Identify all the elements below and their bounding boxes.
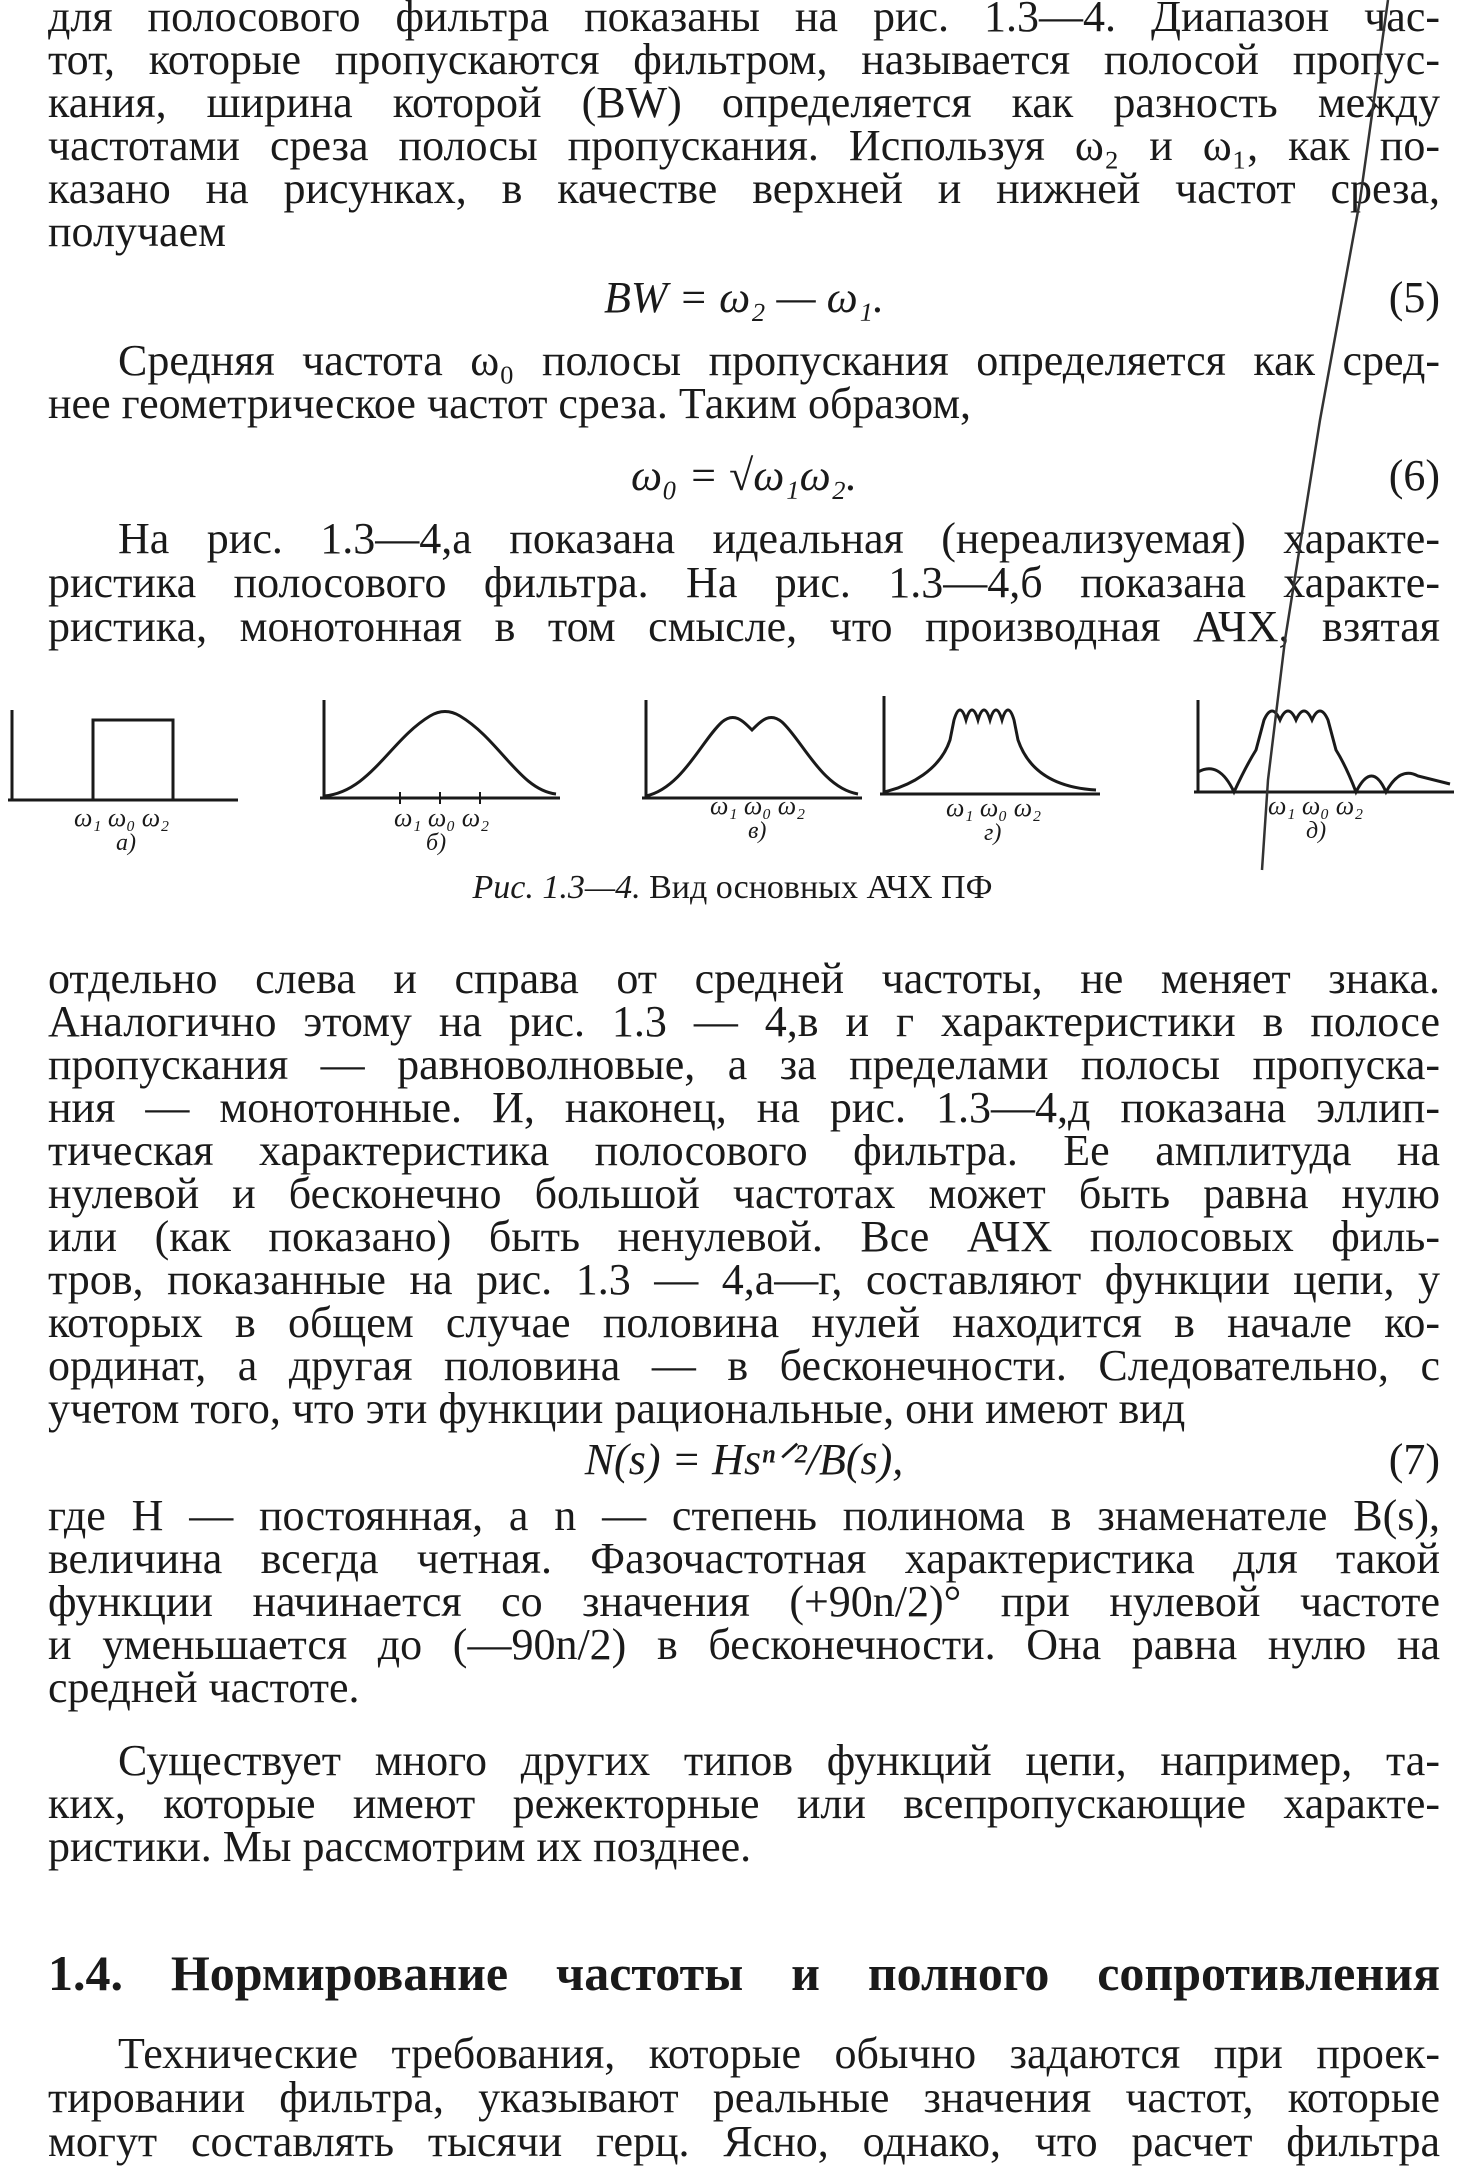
- text-line: где H — постоянная, а n — степень полинома в знаменателе B(s),: [48, 1491, 1440, 1540]
- text-line: ординат, а другая половина — в бесконечности. Следовательно, с: [48, 1341, 1440, 1390]
- text-line: частотами среза полосы пропускания. Используя ω₂ и ω₁, как по-: [48, 121, 1440, 170]
- text-line: тров, показанные на рис. 1.3 — 4,а—г, составляют функции цепи, у: [48, 1255, 1440, 1304]
- figure-caption: [0, 868, 1465, 908]
- text-line: или (как показано) быть ненулевой. Все АЧХ полосовых филь-: [48, 1212, 1440, 1261]
- text-line: тировании фильтра, указывают реальные значения частот, которые: [48, 2073, 1440, 2122]
- equation-6-expression: ω₀ = √ω₁ω₂.: [631, 451, 857, 500]
- equation-7: [48, 1437, 1440, 1483]
- panel-label: в): [748, 818, 767, 844]
- text-line: Средняя частота ω₀ полосы пропускания определяется как сред-: [118, 336, 1440, 385]
- text-line: отдельно слева и справа от средней частоты, не меняет знака.: [48, 954, 1440, 1003]
- equation-5: [48, 275, 1440, 321]
- equiripple-response-curve-1: [642, 680, 862, 800]
- equation-7-expression: N(s) = Hsⁿᐟ²/B(s),: [584, 1435, 904, 1484]
- text-line: ристики. Мы рассмотрим их позднее.: [48, 1822, 752, 1871]
- text-line: кания, ширина которой (BW) определяется как разность между: [48, 78, 1440, 127]
- text-line: которых в общем случае половина нулей находится в начале ко-: [48, 1298, 1440, 1347]
- equation-6: [48, 453, 1440, 499]
- figure-caption-text: Вид основных АЧХ ПФ: [649, 869, 993, 906]
- equation-6-number: (6): [1388, 451, 1440, 500]
- text-line: ния — монотонные. И, наконец, на рис. 1.3—4,д показана эллип-: [48, 1083, 1440, 1132]
- text-line: тическая характеристика полосового фильтра. Ее амплитуда на: [48, 1126, 1440, 1175]
- panel-label: а): [116, 830, 136, 856]
- tick-labels: ω₁ ω₀ ω₂: [710, 791, 806, 820]
- figure-panel-b: [320, 680, 560, 870]
- text-line: и уменьшается до (—90n/2) в бесконечности. Она равна нулю на: [48, 1620, 1440, 1669]
- text-line: учетом того, что эти функции рациональные, они имеют вид: [48, 1384, 1186, 1433]
- text-line: тот, которые пропускаются фильтром, называется полосой пропус-: [48, 35, 1440, 84]
- tick-labels: ω₁ ω₀ ω₂: [394, 803, 490, 832]
- ideal-response-curve: [8, 680, 238, 800]
- figure-panel-d: [880, 680, 1100, 870]
- text-line: могут составлять тысячи герц. Ясно, однако, что расчет фильтра: [48, 2117, 1440, 2166]
- tick-labels: ω₁ ω₀ ω₂: [74, 803, 170, 832]
- text-line: ристика, монотонная в том смысле, что производная АЧХ, взятая: [48, 602, 1440, 651]
- text-line: для полосового фильтра показаны на рис. 1.3—4. Диапазон час-: [48, 0, 1440, 41]
- figure-panel-c: [642, 680, 862, 870]
- text-line: Существует много других типов функций цепи, например, та-: [118, 1736, 1440, 1785]
- figure-1-3-4: [0, 680, 1465, 870]
- equation-7-number: (7): [1388, 1435, 1440, 1484]
- figure-panel-a: [8, 680, 238, 870]
- figure-caption-label: Рис. 1.3—4.: [472, 869, 641, 906]
- text-line: казано на рисунках, в качестве верхней и нижней частот среза,: [48, 164, 1440, 213]
- tick-labels: ω₁ ω₀ ω₂: [946, 793, 1042, 822]
- figure-panel-e: [1194, 680, 1454, 870]
- text-line: ких, которые имеют режекторные или всепропускающие характе-: [48, 1779, 1440, 1828]
- panel-label: д): [1306, 818, 1327, 844]
- text-line: величина всегда четная. Фазочастотная характеристика для такой: [48, 1534, 1440, 1583]
- section-heading: 1.4. Нормирование частоты и полного сопротивления: [48, 1945, 1440, 2001]
- monotone-response-curve: [320, 680, 560, 800]
- text-line: На рис. 1.3—4,а показана идеальная (нереализуемая) характе-: [118, 514, 1440, 563]
- text-line: функции начинается со значения (+90n/2)° при нулевой частоте: [48, 1577, 1440, 1626]
- panel-label: г): [984, 820, 1002, 846]
- equation-5-number: (5): [1388, 273, 1440, 322]
- equation-5-expression: BW = ω₂ — ω₁.: [603, 273, 885, 322]
- text-line: пропускания — равноволновые, а за пределами полосы пропуска-: [48, 1040, 1440, 1089]
- text-line: Аналогично этому на рис. 1.3 — 4,в и г характеристики в полосе: [48, 997, 1440, 1046]
- panel-label: б): [426, 830, 447, 856]
- equiripple-response-curve-2: [880, 680, 1100, 800]
- tick-labels: ω₁ ω₀ ω₂: [1268, 791, 1364, 820]
- elliptic-response-curve: [1194, 680, 1454, 800]
- text-line: Технические требования, которые обычно задаются при проек-: [118, 2029, 1440, 2078]
- text-line: нее геометрическое частот среза. Таким образом,: [48, 379, 972, 428]
- text-line: получаем: [48, 207, 226, 256]
- text-line: ристика полосового фильтра. На рис. 1.3—4,б показана характе-: [48, 558, 1440, 607]
- text-line: средней частоте.: [48, 1663, 360, 1712]
- text-line: нулевой и бесконечно большой частотах может быть равна нулю: [48, 1169, 1440, 1218]
